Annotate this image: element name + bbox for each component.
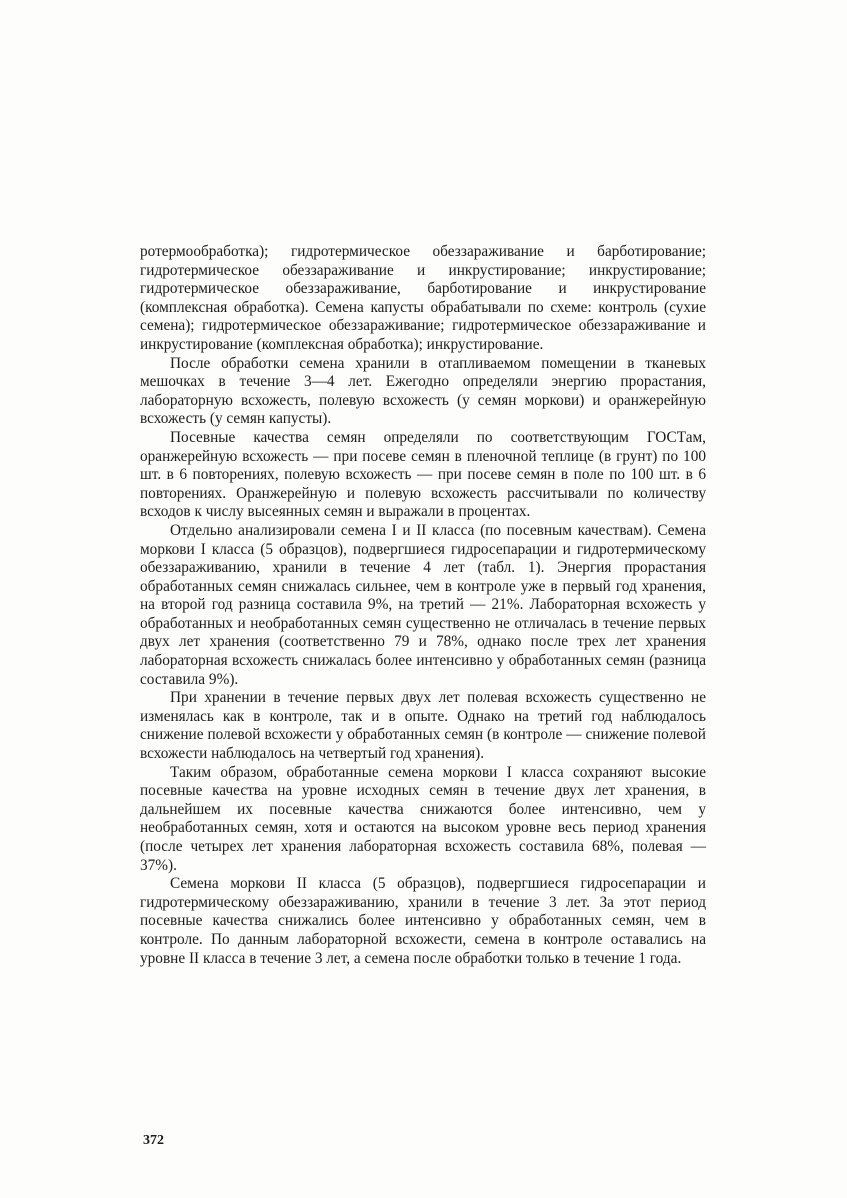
paragraph-5: При хранении в течение первых двух лет полевая всхожесть существенно не изменялась как в контроле, так и в опыте. Однако на третий год наблюдалось снижение полевой всхожести у обработанных семян (в контроле — снижение полевой всхожести наблюдалось на четвертый год хранения). [140, 689, 706, 763]
paragraph-7: Семена моркови II класса (5 образцов), подвергшиеся гидросепарации и гидротермическому обеззараживанию, хранили в течение 3 лет. За этот период посевные качества снижались более интенсивно у обработанных семян, чем в контроле. По данным лабораторной всхожести, семена в контроле оставались на уровне II класса в течение 3 лет, а семена после обработки только в течение 1 года. [140, 875, 706, 967]
paragraph-6: Таким образом, обработанные семена моркови I класса сохраняют высокие посевные качества на уровне исходных семян в течение двух лет хранения, в дальнейшем их посевные качества снижаются более интенсивно, чем у необработанных семян, хотя и остаются на высоком уровне весь период хранения (после четырех лет хранения лабораторная всхожесть составила 68%, полевая — 37%). [140, 763, 706, 874]
paragraph-2: После обработки семена хранили в отапливаемом помещении в тканевых мешочках в течение 3—4 лет. Ежегодно определяли энергию прорастания, лабораторную всхожесть, полевую всхожесть (у семян моркови) и оранжерейную всхожесть (у семян капусты). [140, 354, 706, 428]
paragraph-4: Отдельно анализировали семена I и II класса (по посевным качествам). Семена моркови I класса (5 образцов), подвергшиеся гидросепарации и гидротермическому обеззараживанию, хранили в течение 4 лет (табл. 1). Энергия прорастания обработанных семян снижалась сильнее, чем в контроле уже в первый год хранения, на второй год разница составила 9%, на третий — 21%. Лабораторная всхожесть у обработанных и необработанных семян существенно не отличалась в течение первых двух лет хранения (соответственно 79 и 78%, однако после трех лет хранения лабораторная всхожесть снижалась более интенсивно у обработанных семян (разница составила 9%). [140, 521, 706, 688]
paragraph-1: ротермообработка); гидротермическое обеззараживание и барботирование; гидротермическое обеззараживание и инкрустирование; инкрустирование; гидротермическое обеззараживание, барботирование и инкрустирование (комплексная обработка). Семена капусты обрабатывали по схеме: контроль (сухие семена); гидротермическое обеззараживание; гидротермическое обеззараживание и инкрустирование (комплексная обработка); инкрустирование. [140, 243, 706, 353]
paragraph-3: Посевные качества семян определяли по соответствующим ГОСТам, оранжерейную всхожесть — при посеве семян в пленочной теплице (в грунт) по 100 шт. в 6 повторениях, полевую всхожесть — при посеве семян в поле по 100 шт. в 6 повторениях. Оранжерейную и полевую всхожесть рассчитывали по количеству всходов к числу высеянных семян и выражали в процентах. [140, 428, 706, 521]
body-text [140, 243, 706, 968]
page-number: 372 [143, 1133, 164, 1148]
